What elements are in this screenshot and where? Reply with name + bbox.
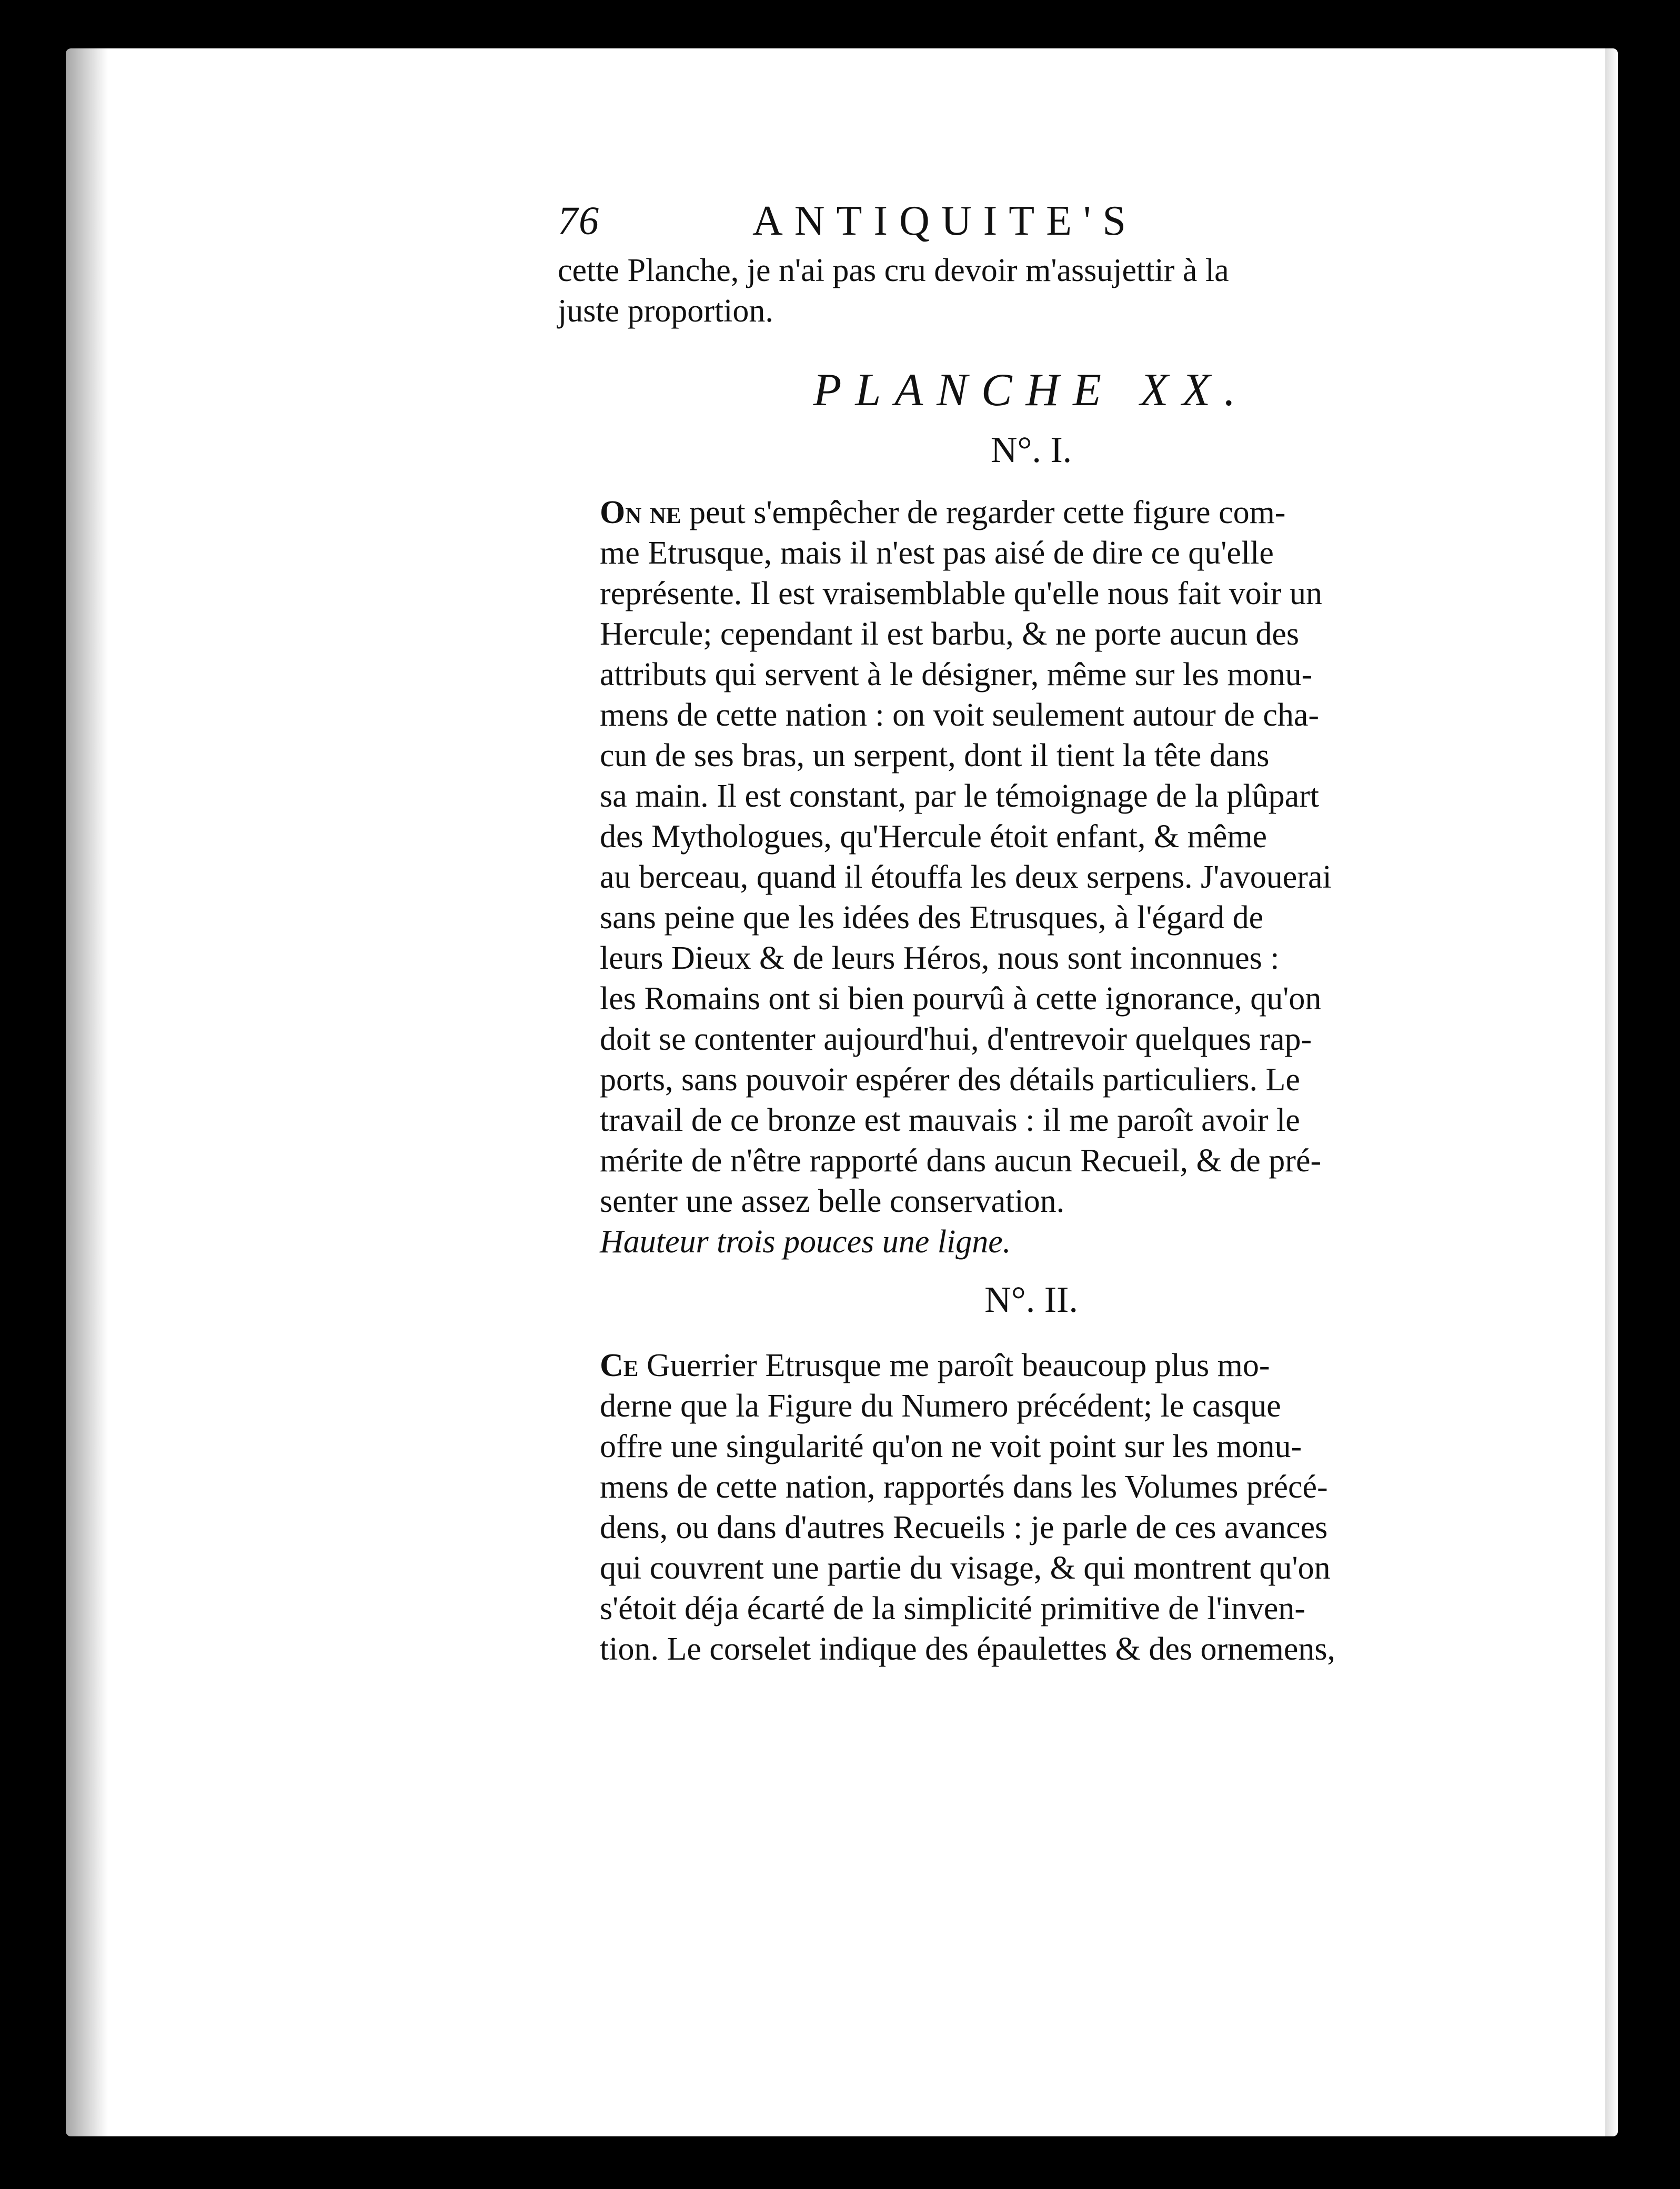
text-line: senter une assez belle conservation. [600, 1183, 1065, 1219]
text-line: peut s'empêcher de regarder cette figure com- [689, 495, 1286, 530]
section-number-heading: N°. I. [990, 430, 1072, 470]
page-text-block [558, 198, 1505, 1670]
text-line: dens, ou dans d'autres Recueils : je parle de ces avances [600, 1510, 1328, 1545]
section-paragraph [558, 1345, 1505, 1670]
text-line: ports, sans pouvoir espérer des détails particuliers. Le [600, 1062, 1300, 1098]
lead-words: On ne [600, 495, 681, 530]
page-number: 76 [558, 199, 600, 243]
section-number-heading: N°. II. [984, 1280, 1078, 1320]
text-line: s'étoit déja écarté de la simplicité primitive de l'inven- [600, 1591, 1306, 1626]
text-line: cun de ses bras, un serpent, dont il tient la tête dans [600, 738, 1270, 774]
text-line: qui couvrent une partie du visage, & qui montrent qu'on [600, 1550, 1331, 1586]
text-line: juste proportion. [558, 293, 773, 329]
text-line: Guerrier Etrusque me paroît beaucoup plus mo- [646, 1348, 1270, 1383]
continued-paragraph [558, 250, 1505, 332]
measurement-note: Hauteur trois pouces une ligne. [600, 1224, 1011, 1260]
text-line: offre une singularité qu'on ne voit point sur les monu- [600, 1429, 1302, 1464]
book-page [66, 48, 1618, 2136]
text-line: travail de ce bronze est mauvais : il me paroît avoir le [600, 1102, 1300, 1138]
running-title: ANTIQUITE'S [752, 198, 1138, 244]
text-line: mérite de n'être rapporté dans aucun Recueil, & de pré- [600, 1143, 1322, 1179]
text-line: derne que la Figure du Numero précédent; le casque [600, 1388, 1281, 1424]
page-right-edge [1605, 48, 1618, 2136]
text-line: des Mythologues, qu'Hercule étoit enfant, & même [600, 819, 1267, 855]
text-line: tion. Le corselet indique des épaulettes & des ornemens, [600, 1631, 1336, 1667]
lead-words: Ce [600, 1348, 639, 1383]
text-line: mens de cette nation : on voit seulement autour de cha- [600, 697, 1319, 733]
text-line: mens de cette nation, rapportés dans les Volumes précé- [600, 1469, 1328, 1505]
text-line: sa main. Il est constant, par le témoignage de la plûpart [600, 778, 1319, 814]
text-line: me Etrusque, mais il n'est pas aisé de dire ce qu'elle [600, 535, 1274, 571]
text-line: les Romains ont si bien pourvû à cette ignorance, qu'on [600, 981, 1322, 1017]
page-gutter-shadow [66, 48, 108, 2136]
text-line: au berceau, quand il étouffa les deux serpens. J'avouerai [600, 859, 1332, 895]
text-line: attributs qui servent à le désigner, même sur les monu- [600, 657, 1313, 692]
text-line: doit se contenter aujourd'hui, d'entrevoir quelques rap- [600, 1021, 1312, 1057]
text-line: cette Planche, je n'ai pas cru devoir m'assujettir à la [558, 253, 1229, 288]
text-line: sans peine que les idées des Etrusques, à l'égard de [600, 900, 1264, 936]
plate-heading: PLANCHE XX. [813, 365, 1250, 416]
text-line: représente. Il est vraisemblable qu'elle nous fait voir un [600, 576, 1322, 611]
running-head [558, 198, 1505, 259]
text-line: Hercule; cependant il est barbu, & ne porte aucun des [600, 616, 1300, 652]
section-paragraph [558, 493, 1505, 1222]
text-line: leurs Dieux & de leurs Héros, nous sont inconnues : [600, 940, 1280, 976]
